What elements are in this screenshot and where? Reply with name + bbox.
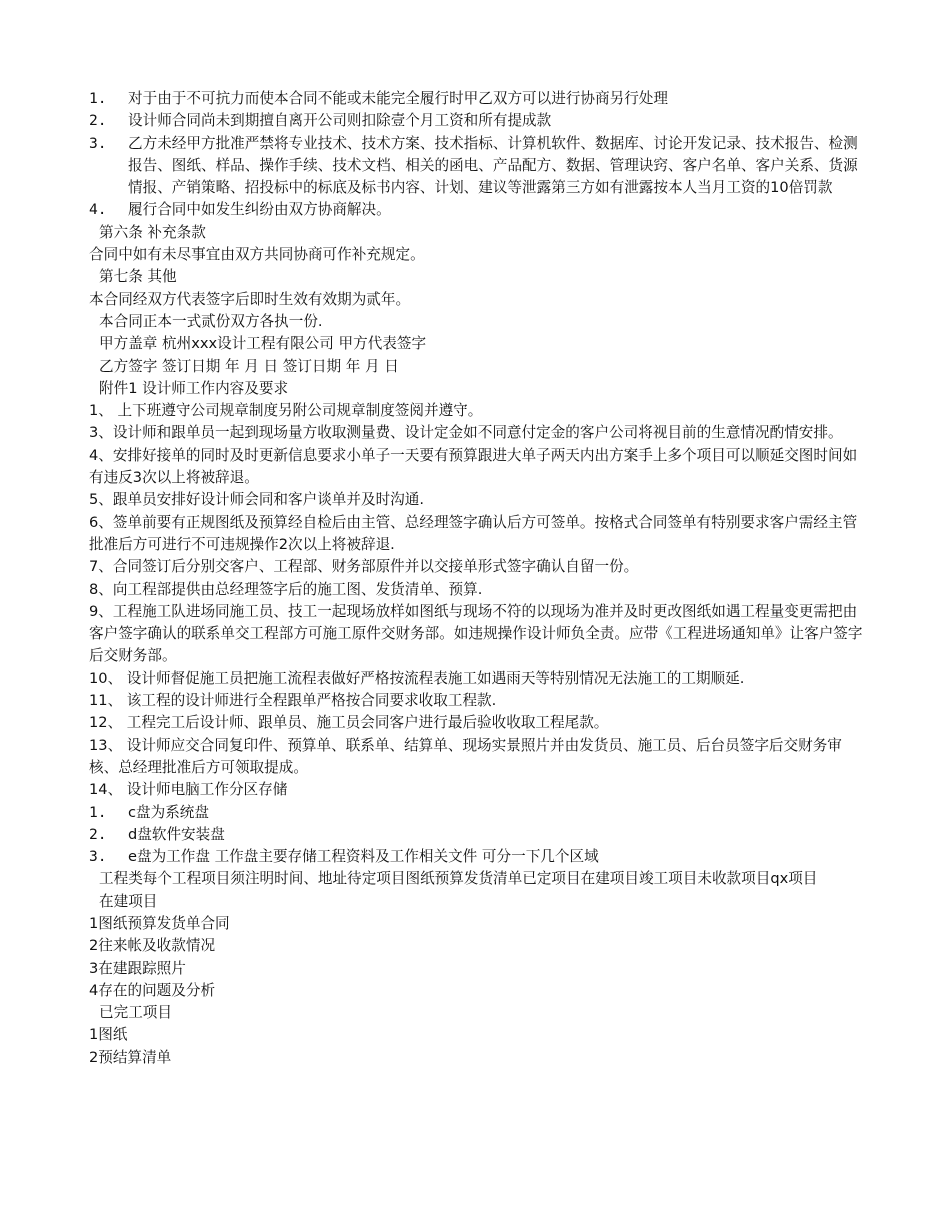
item-text: 对于由于不可抗力而使本合同不能或未能完全履行时甲乙双方可以进行协商另行处理 [128,90,668,107]
list-item [89,846,864,868]
list-item [89,133,864,200]
list-item: 13、 设计师应交合同复印件、预算单、联系单、结算单、现场实景照片并由发货员、施工员、后台员签字后交财务审核、总经理批准后方可领取提成。 [89,736,842,776]
list-item: 9、工程施工队进场同施工员、技工一起现场放样如图纸与现场不符的以现场为准并及时更改图纸如遇工程量变更需把由客户签字确认的联系单交工程部方可施工原件交财务部。如违规操作设计师负全责。应带《工程进场通知单》让客户签字后交财务部。 [89,602,863,665]
list-item: 5、跟单员安排好设计师会同和客户谈单并及时沟通. [89,491,424,509]
project-note: 工程类每个工程项目须注明时间、地址待定项目图纸预算发货清单已定项目在建项目竣工项目未收款项目qx项目 [99,870,818,888]
document-body [89,88,864,1069]
list-item: 12、 工程完工后设计师、跟单员、施工员会同客户进行最后验收收取工程尾款。 [89,714,609,732]
item-number: 1. [89,90,107,107]
list-item [89,88,864,110]
party-b-signature: 乙方签字 签订日期 年 月 日 签订日期 年 月 日 [99,357,399,375]
item-number: 2. [89,112,107,130]
list-item: 1图纸预算发货单合同 [89,914,230,932]
list-item: 1、 上下班遵守公司规章制度另附公司规章制度签阅并遵守。 [89,402,483,420]
list-item: 11、 该工程的设计师进行全程跟单严格按合同要求收取工程款. [89,692,497,710]
party-a-signature: 甲方盖章 杭州xxx设计工程有限公司 甲方代表签字 [99,335,427,353]
item-text: 设计师合同尚未到期擅自离开公司则扣除壹个月工资和所有提成款 [128,112,552,130]
item-number: 4. [89,201,107,219]
item-number: 1. [89,803,107,821]
list-item [89,802,864,824]
article-7-title: 第七条 其他 [99,268,177,286]
in-progress-title: 在建项目 [99,892,158,910]
annex-list [89,400,864,801]
copies-note: 本合同正本一式贰份双方各执一份. [99,312,323,330]
item-text: e盘为工作盘 工作盘主要存储工程资料及工作相关文件 可分一下几个区域 [128,848,599,866]
list-item: 6、签单前要有正规图纸及预算经自检后由主管、总经理签字确认后方可签单。按格式合同签单有特别要求客户需经主管批准后方可进行不可违规操作2次以上将被辞退. [89,513,858,553]
item-text: d盘软件安装盘 [128,825,225,843]
annex-title: 附件1 设计师工作内容及要求 [99,379,289,397]
item-text: c盘为系统盘 [128,803,209,821]
list-item [89,199,864,221]
article-7-text: 本合同经双方代表签字后即时生效有效期为贰年。 [89,290,411,308]
list-item: 10、 设计师督促施工员把施工流程表做好严格按流程表施工如遇雨天等特别情况无法施工的工期顺延. [89,669,745,687]
item-number: 2. [89,825,107,843]
article-6-text: 合同中如有未尽事宜由双方共同协商可作补充规定。 [89,246,425,264]
list-item [89,110,864,132]
list-item: 4、安排好接单的同时及时更新信息要求小单子一天要有预算跟进大单子两天内出方案手上多个项目可以顺延交图时间如有违反3次以上将被辞退。 [89,446,858,487]
list-item: 3在建跟踪照片 [89,959,186,977]
item-text: 乙方未经甲方批准严禁将专业技术、技术方案、技术指标、计算机软件、数据库、讨论开发记录、技术报告、检测报告、图纸、样品、操作手续、技术文档、相关的函电、产品配方、数据、管理诀窍、客户名单、客户关系、货源情报、产销策略、招投标中的标底及标书内容、计划、建议等泄露第三方如有泄露按本人当月工资的10倍罚款 [128,134,858,197]
list-item: 1图纸 [89,1026,128,1044]
list-item: 2预结算清单 [89,1048,172,1066]
list-item: 2往来帐及收款情况 [89,937,216,955]
item-number: 3. [89,848,107,866]
list-item [89,824,864,846]
list-item: 14、 设计师电脑工作分区存储 [89,781,288,799]
list-item: 4存在的问题及分析 [89,981,216,999]
list-item: 3、设计师和跟单员一起到现场量方收取测量费、设计定金如不同意付定金的客户公司将视目前的生意情况酌情安排。 [89,424,843,442]
numbered-list-terms [89,88,864,222]
article-6-title: 第六条 补充条款 [99,223,206,241]
item-text: 履行合同中如发生纠纷由双方协商解决。 [128,201,391,219]
item-number: 3. [89,134,107,152]
list-item: 7、合同签订后分别交客户、工程部、财务部原件并以交接单形式签字确认自留一份。 [89,558,639,576]
completed-title: 已完工项目 [99,1004,172,1022]
numbered-list-drives [89,802,864,869]
list-item: 8、向工程部提供由总经理签字后的施工图、发货清单、预算. [89,580,483,598]
